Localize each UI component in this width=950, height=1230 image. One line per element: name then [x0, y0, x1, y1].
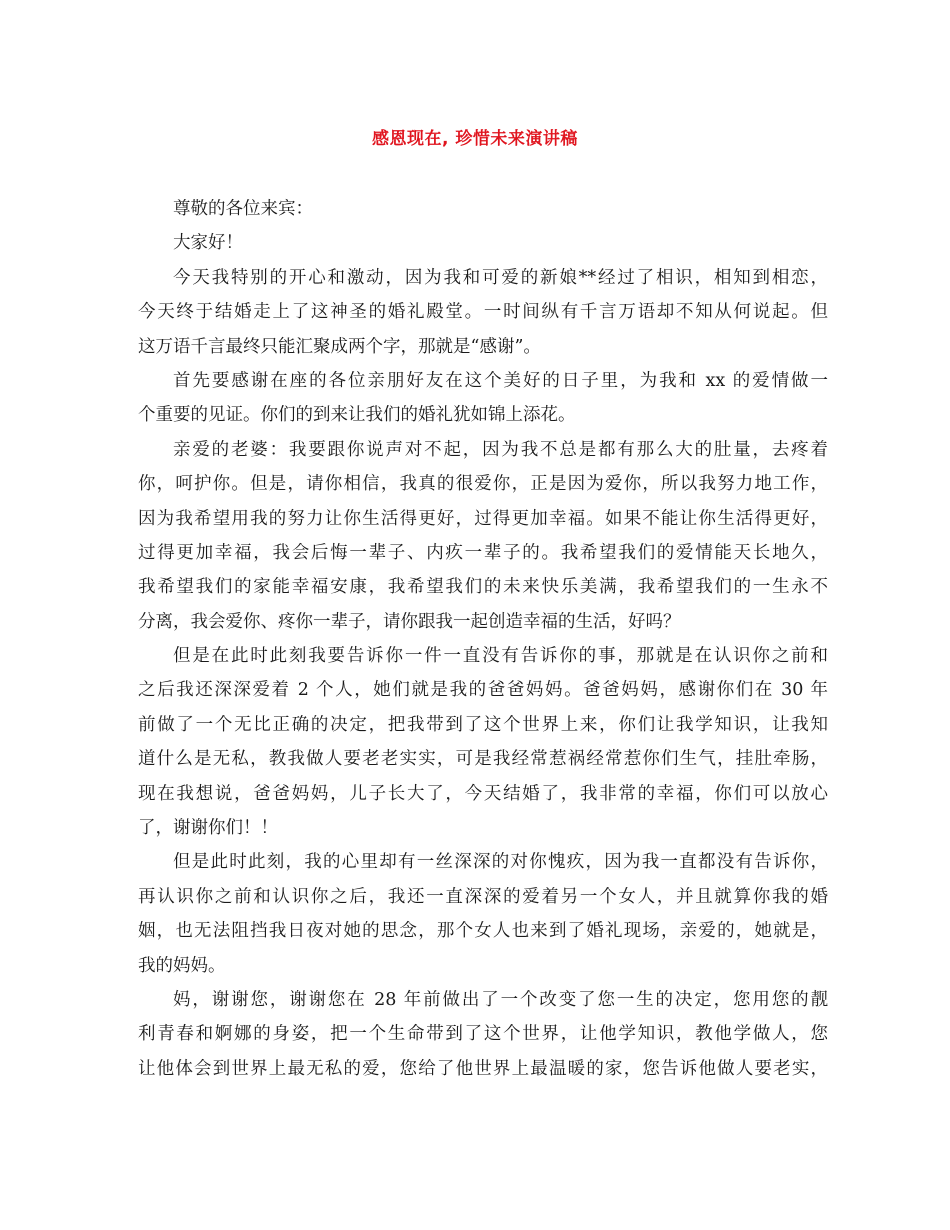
- paragraph-line: 我希望我们的家能幸福安康，我希望我们的未来快乐美满，我希望我们的一生永不: [138, 577, 828, 598]
- paragraph-line: 今天终于结婚走上了这神圣的婚礼殿堂。一时间纵有千言万语却不知从何说起。但: [138, 302, 828, 323]
- document-body: [138, 192, 828, 1086]
- paragraph-line: 之后我还深深爱着 2 个人，她们就是我的爸爸妈妈。爸爸妈妈，感谢你们在 30 年: [138, 680, 828, 701]
- paragraph-line: 今天我特别的开心和激动，因为我和可爱的新娘**经过了相识，相知到相恋，: [173, 267, 828, 288]
- paragraph-line: 现在我想说，爸爸妈妈，儿子长大了，今天结婚了，我非常的幸福，你们可以放心: [138, 783, 828, 804]
- paragraph-line: 首先要感谢在座的各位亲朋好友在这个美好的日子里，为我和 xx 的爱情做一: [173, 370, 828, 391]
- paragraph-line: 道什么是无私，教我做人要老老实实，可是我经常惹祸经常惹你们生气，挂肚牵肠，: [138, 749, 828, 770]
- paragraph-line: 前做了一个无比正确的决定，把我带到了这个世界上来，你们让我学知识，让我知: [138, 714, 828, 735]
- paragraph-line: 因为我希望用我的努力让你生活得更好，过得更加幸福。如果不能让你生活得更好，: [138, 508, 828, 529]
- document-title: 感恩现在, 珍惜未来演讲稿: [372, 129, 578, 149]
- paragraph-line: 我的妈妈。: [138, 955, 226, 976]
- paragraph-line: 姻，也无法阻挡我日夜对她的思念，那个女人也来到了婚礼现场，亲爱的，她就是，: [138, 921, 828, 942]
- paragraph-line: 这万语千言最终只能汇聚成两个字，那就是“感谢”。: [138, 336, 541, 357]
- paragraph-line: 了，谢谢你们！！: [138, 818, 278, 839]
- paragraph-line: 但是在此时此刻我要告诉你一件一直没有告诉你的事，那就是在认识你之前和: [173, 646, 828, 667]
- paragraph-line: 亲爱的老婆：我要跟你说声对不起，因为我不总是都有那么大的肚量，去疼着: [173, 439, 828, 460]
- paragraph-line: 分离，我会爱你、疼你一辈子，请你跟我一起创造幸福的生活，好吗？: [138, 611, 681, 632]
- greeting: 大家好！: [173, 233, 243, 254]
- salutation: 尊敬的各位来宾：: [173, 199, 313, 219]
- paragraph-line: 但是此时此刻，我的心里却有一丝深深的对你愧疚，因为我一直都没有告诉你，: [173, 852, 828, 873]
- paragraph-line: 妈，谢谢您，谢谢您在 28 年前做出了一个改变了您一生的决定，您用您的靓: [173, 989, 828, 1010]
- paragraph-line: 过得更加幸福，我会后悔一辈子、内疚一辈子的。我希望我们的爱情能天长地久，: [138, 542, 828, 563]
- paragraph-line: 你，呵护你。但是，请你相信，我真的很爱你，正是因为爱你，所以我努力地工作，: [138, 474, 828, 495]
- paragraph-line: 个重要的见证。你们的到来让我们的婚礼犹如锦上添花。: [138, 405, 576, 426]
- paragraph-line: 再认识你之前和认识你之后，我还一直深深的爱着另一个女人，并且就算你我的婚: [138, 886, 828, 907]
- paragraph-line: 让他体会到世界上最无私的爱，您给了他世界上最温暖的家，您告诉他做人要老实，: [138, 1058, 828, 1079]
- paragraph-line: 利青春和婀娜的身姿，把一个生命带到了这个世界，让他学知识，教他学做人，您: [138, 1024, 828, 1045]
